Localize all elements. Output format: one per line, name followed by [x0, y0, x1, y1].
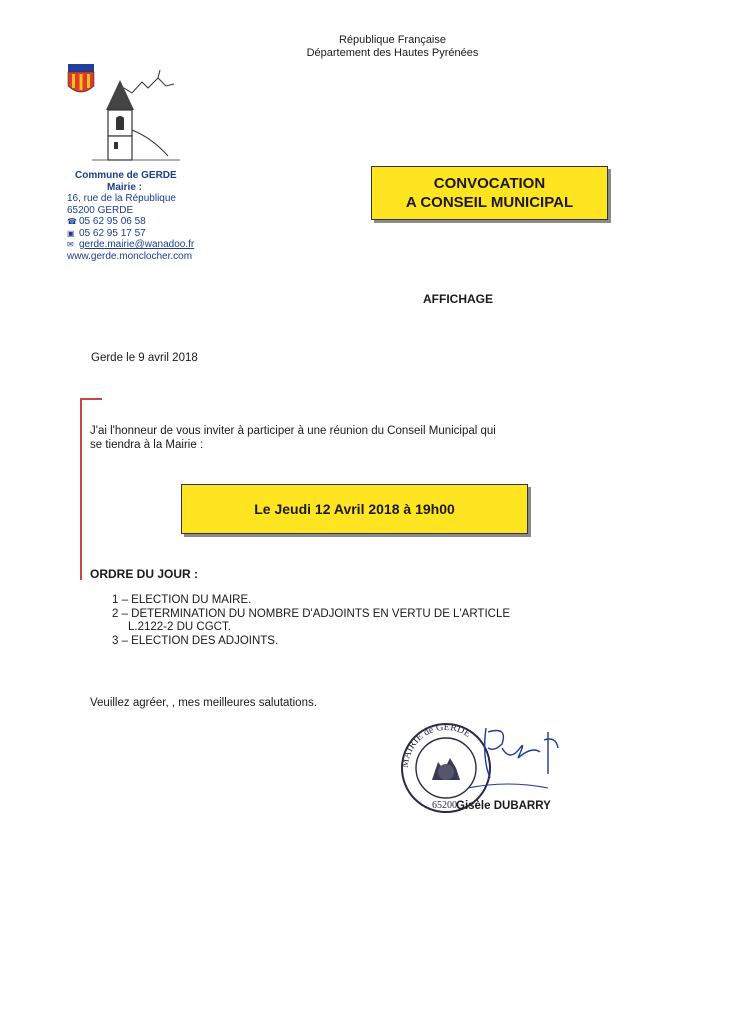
mairie-label: Mairie :: [107, 181, 143, 193]
stamp-ring-text: MAIRIE de GERDE: [399, 721, 473, 769]
stamp-postal: 65200: [432, 800, 457, 811]
agenda-item-2: 2 – DETERMINATION DU NOMBRE D'ADJOINTS EN VERTU DE L'ARTICLE: [112, 607, 511, 620]
phone-row: [67, 216, 194, 228]
date-line: Gerde le 9 avril 2018: [91, 352, 198, 364]
header-department: Département des Hautes Pyrénées: [306, 47, 479, 59]
agenda-heading: ORDRE DU JOUR :: [90, 567, 199, 581]
commune-name: Commune de GERDE: [75, 170, 177, 181]
website-link[interactable]: www.gerde.monclocher.com: [67, 250, 193, 262]
phone-icon: ☎: [67, 217, 77, 226]
affichage-label: AFFICHAGE: [423, 292, 493, 306]
address-block: [67, 170, 194, 262]
commune-logo: [62, 60, 182, 170]
address-street: 16, rue de la République: [67, 193, 176, 204]
phone-number: 05 62 95 06 58: [79, 216, 146, 227]
title-line-2: A CONSEIL MUNICIPAL: [405, 194, 574, 211]
title-line-1: CONVOCATION: [433, 175, 546, 192]
email-icon: ✉: [67, 240, 74, 249]
closing-text: Veuillez agréer, , mes meilleures salutations.: [90, 697, 317, 709]
header-country: République Française: [338, 34, 446, 46]
margin-tick: [80, 398, 102, 400]
fax-row: [67, 228, 194, 240]
signatory-name: Gisèle DUBARRY: [456, 800, 551, 812]
agenda-item-2-continued: L.2122-2 DU CGCT.: [128, 621, 231, 633]
meeting-date-box: [181, 484, 528, 534]
agenda-item-3: 3 – ELECTION DES ADJOINTS.: [112, 634, 279, 647]
email-link[interactable]: gerde.mairie@wanadoo.fr: [79, 239, 195, 250]
email-row: [67, 239, 194, 251]
fax-icon: ▣: [67, 228, 75, 238]
agenda-item-1: 1 – ELECTION DU MAIRE.: [112, 594, 252, 606]
address-postal: 65200 GERDE: [67, 204, 134, 216]
title-box: [371, 166, 608, 220]
meeting-date-text: Le Jeudi 12 Avril 2018 à 19h00: [254, 501, 455, 517]
fax-number: 05 62 95 17 57: [79, 227, 146, 239]
margin-line: [80, 398, 82, 580]
agenda-list: [112, 594, 510, 648]
invitation-text: J'ai l'honneur de vous inviter à participer à une réunion du Conseil Municipal qui se tiendra à la Mairie :: [90, 425, 496, 451]
